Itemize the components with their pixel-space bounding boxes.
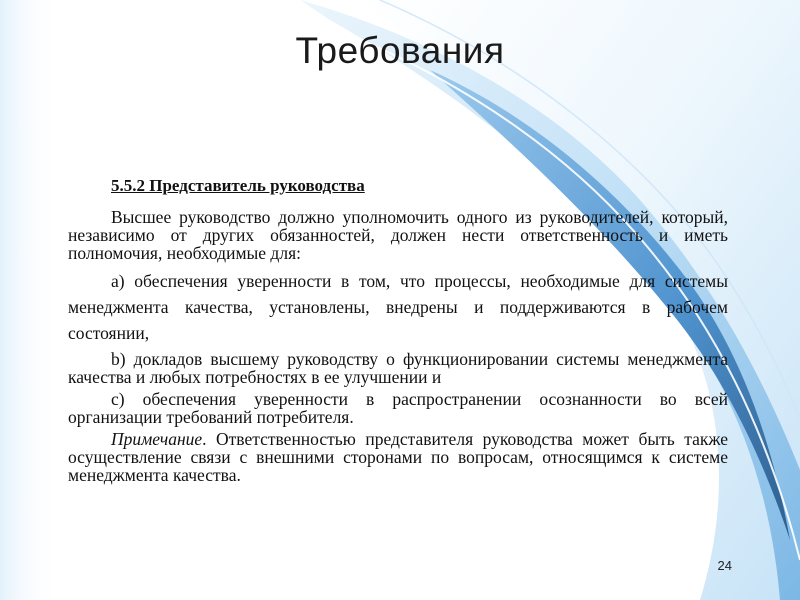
list-item-b: b) докладов высшему руководству о функционировании системы менеджмента качества и любых потребностях в ее улучшении и: [68, 349, 728, 387]
slide-body: [68, 176, 728, 484]
note-paragraph: [68, 430, 728, 484]
intro-paragraph: Высшее руководство должно уполномочить одного из руководителей, который, независимо от других обязанностей, должен нести ответственность и иметь полномочия, необходимые для:: [68, 207, 728, 263]
section-heading: 5.5.2 Представитель руководства: [111, 176, 365, 195]
note-text: . Ответственностью представителя руководства может быть также осуществление связи с внешними сторонами по вопросам, относящимся к системе менеджмента качества.: [68, 429, 728, 485]
note-label: Примечание: [111, 429, 203, 449]
slide-title: Требования: [295, 30, 505, 71]
page-number: 24: [717, 558, 732, 573]
list-item-a: a) обеспечения уверенности в том, что процессы, необходимые для системы менеджмента качества, установлены, внедрены и поддерживаются в рабочем состоянии,: [68, 271, 728, 343]
list-item-c: c) обеспечения уверенности в распространении осознанности во всей организации требований потребителя.: [68, 389, 728, 427]
